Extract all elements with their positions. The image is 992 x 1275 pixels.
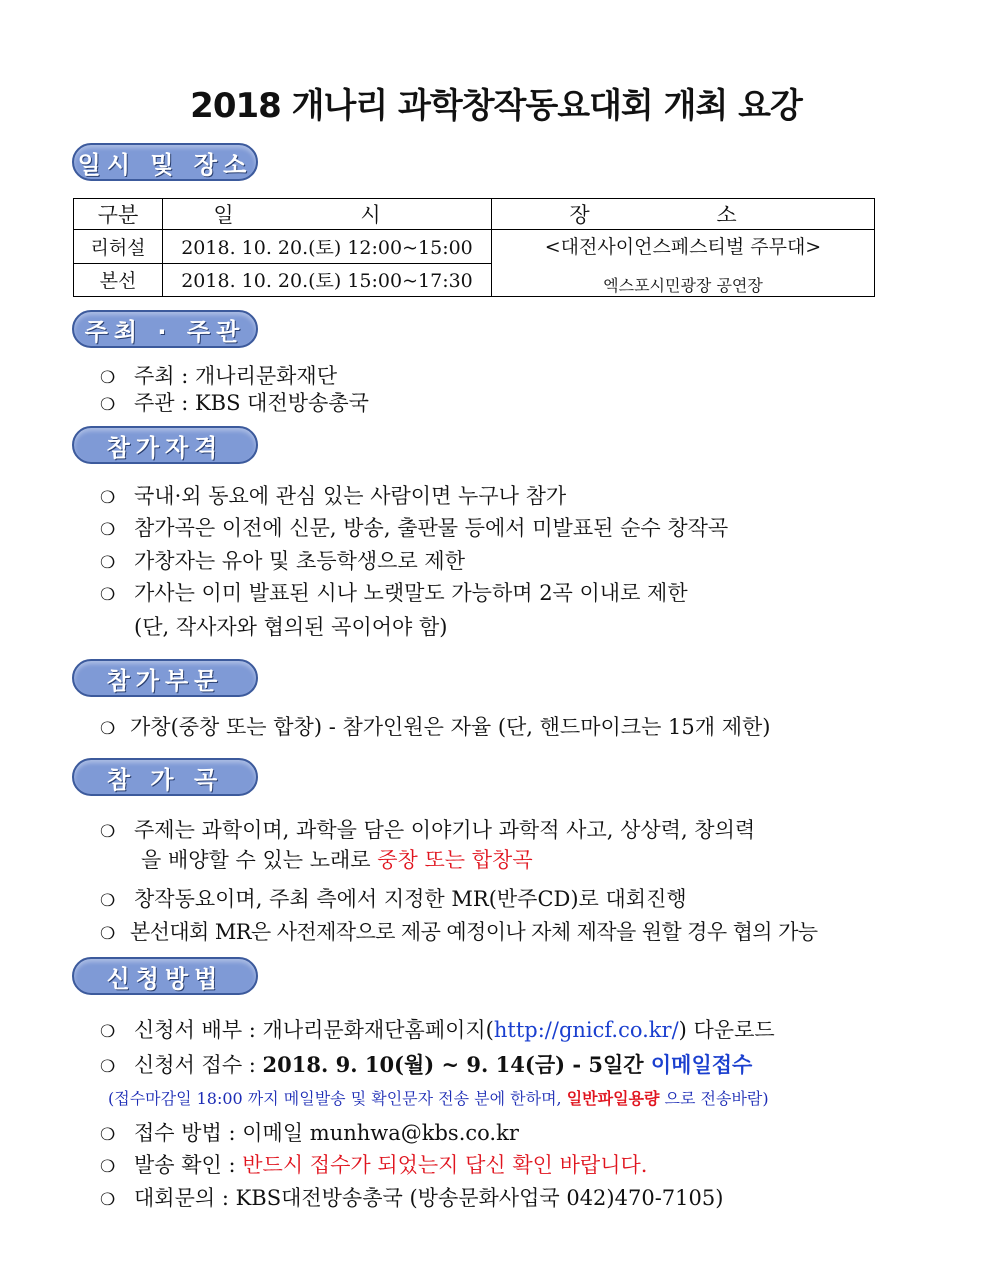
section-badge-host: 주최 · 주관 xyxy=(72,310,258,348)
list-item xyxy=(100,916,817,946)
list-item xyxy=(100,1014,775,1044)
page-title: 2018 개나리 과학창작동요대회 개최 요강 xyxy=(190,86,802,126)
bullet-icon: ❍ xyxy=(100,488,116,508)
bullet-icon: ❍ xyxy=(100,1125,116,1145)
apply-method: 접수 방법 : 이메일 munhwa@kbs.co.kr xyxy=(134,1121,519,1145)
homepage-link[interactable]: http://gnicf.co.kr/ xyxy=(493,1018,679,1042)
list-item xyxy=(100,883,687,913)
table-row xyxy=(74,230,875,264)
songs-line: 본선대회 MR은 사전제작으로 제공 예정이나 자체 제작을 원할 경우 협의 가능 xyxy=(130,920,818,944)
apply-email-label: 이메일접수 xyxy=(650,1052,753,1077)
row-datetime: 2018. 10. 20.(토) 15:00~17:30 xyxy=(163,263,492,297)
songs-highlight: 중창 또는 합창곡 xyxy=(377,848,533,872)
bullet-icon: ❍ xyxy=(100,719,116,739)
list-item xyxy=(100,1049,752,1079)
apply-recv: 신청서 접수 : xyxy=(134,1053,263,1077)
list-item xyxy=(100,814,755,844)
apply-confirm-highlight: 반드시 접수가 되었는지 답신 확인 바랍니다. xyxy=(242,1153,648,1177)
eligibility-line: 국내·외 동요에 관심 있는 사람이면 누구나 참가 xyxy=(134,484,567,508)
section-badge-songs: 참 가 곡 xyxy=(72,758,258,796)
apply-dist-end: ) 다운로드 xyxy=(678,1018,775,1042)
bullet-icon: ❍ xyxy=(100,1190,116,1210)
row-type: 본선 xyxy=(74,263,163,297)
eligibility-note: (단, 작사자와 협의된 곡이어야 함) xyxy=(134,615,448,639)
host-line: 주관 : KBS 대전방송총국 xyxy=(134,391,369,415)
bullet-icon: ❍ xyxy=(100,891,116,911)
bullet-icon: ❍ xyxy=(100,1057,116,1077)
table-header-row xyxy=(74,199,875,230)
apply-note-text: (접수마감일 18:00 까지 메일발송 및 확인문자 전송 분에 한하며, xyxy=(108,1089,567,1108)
apply-inquiry: 대회문의 : KBS대전방송총국 (방송문화사업국 042)470-7105) xyxy=(134,1186,724,1210)
songs-line: 창작동요이며, 주최 측에서 지정한 MR(반주CD)로 대회진행 xyxy=(134,887,687,911)
table-header-datetime xyxy=(163,199,492,230)
songs-line: 주제는 과학이며, 과학을 담은 이야기나 과학적 사고, 상상력, 창의력 xyxy=(134,818,756,842)
apply-note xyxy=(108,1086,769,1109)
bullet-icon: ❍ xyxy=(100,520,116,540)
bullet-icon: ❍ xyxy=(100,924,116,944)
apply-note-highlight: 일반파일용량 xyxy=(566,1089,660,1108)
eligibility-line: 참가곡은 이전에 신문, 방송, 출판물 등에서 미발표된 순수 창작곡 xyxy=(134,516,729,540)
bullet-icon: ❍ xyxy=(100,585,116,605)
list-item xyxy=(100,711,771,741)
section-badge-apply: 신청방법 xyxy=(72,957,258,995)
section-badge-schedule: 일시 및 장소 xyxy=(72,143,258,181)
section-badge-eligibility: 참가자격 xyxy=(72,426,258,464)
table-header-datetime-label: 일 시 xyxy=(213,203,441,227)
host-line: 주최 : 개나리문화재단 xyxy=(134,364,337,388)
table-header-type: 구분 xyxy=(74,199,163,230)
category-line: 가창(중창 또는 합창) - 참가인원은 자율 (단, 핸드마이크는 15개 제한) xyxy=(130,715,771,739)
schedule-table xyxy=(73,198,875,297)
bullet-icon: ❍ xyxy=(100,395,116,415)
row-datetime: 2018. 10. 20.(토) 12:00~15:00 xyxy=(163,230,492,264)
list-item xyxy=(100,1182,723,1212)
songs-line-cont xyxy=(141,844,533,874)
place-name: <대전사이언스페스티벌 주무대> xyxy=(544,236,822,258)
list-item xyxy=(100,577,688,607)
list-item xyxy=(100,480,566,510)
table-header-place-label: 장 소 xyxy=(569,203,797,227)
list-item xyxy=(100,512,728,542)
list-item xyxy=(100,1117,519,1147)
bullet-icon: ❍ xyxy=(100,553,116,573)
list-item xyxy=(100,387,369,417)
bullet-icon: ❍ xyxy=(100,822,116,842)
place-cell xyxy=(492,230,875,297)
apply-note-end: 으로 전송바람) xyxy=(659,1089,769,1108)
section-badge-category: 참가부문 xyxy=(72,659,258,697)
songs-line-cont-text: 을 배양할 수 있는 노래로 xyxy=(141,848,378,872)
place-sub: 엑스포시민광장 공연장 xyxy=(603,276,763,295)
apply-confirm: 발송 확인 : xyxy=(134,1153,243,1177)
bullet-icon: ❍ xyxy=(100,1157,116,1177)
list-item xyxy=(100,1149,647,1179)
table-header-place xyxy=(492,199,875,230)
apply-period: 2018. 9. 10(월) ~ 9. 14(금) - 5일간 xyxy=(262,1052,651,1077)
eligibility-line: 가창자는 유아 및 초등학생으로 제한 xyxy=(134,549,465,573)
list-item xyxy=(100,360,337,390)
apply-dist: 신청서 배부 : 개나리문화재단홈페이지( xyxy=(134,1018,494,1042)
eligibility-line: 가사는 이미 발표된 시나 노랫말도 가능하며 2곡 이내로 제한 xyxy=(134,581,688,605)
bullet-icon: ❍ xyxy=(100,1022,116,1042)
list-item xyxy=(100,545,465,575)
row-type: 리허설 xyxy=(74,230,163,264)
bullet-icon: ❍ xyxy=(100,368,116,388)
